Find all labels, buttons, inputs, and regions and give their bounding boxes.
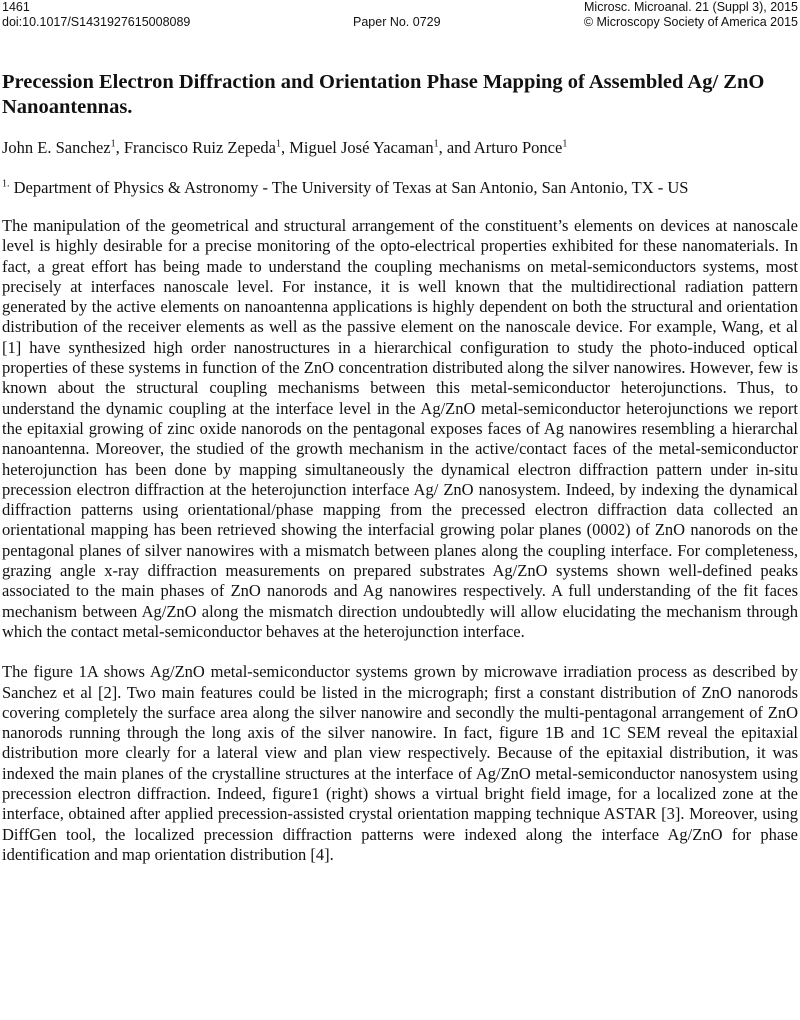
author-separator: , and [438, 138, 474, 157]
author-affiliation-mark: 1 [433, 138, 439, 150]
author-separator: , [115, 138, 124, 157]
copyright: © Microscopy Society of America 2015 [583, 15, 798, 29]
paper-number: Paper No. 0729 [353, 15, 441, 29]
affiliation-text: Department of Physics & Astronomy - The University of Texas at San Antonio, San Antonio, TX - US [9, 178, 689, 197]
author-affiliation-mark: 1 [110, 138, 116, 150]
author-separator: , [280, 138, 290, 157]
journal-citation: Microsc. Microanal. 21 (Suppl 3), 2015 [584, 0, 798, 14]
author-list [2, 138, 798, 158]
author-affiliation-mark: 1 [562, 138, 568, 150]
body-paragraph: The manipulation of the geometrical and structural arrangement of the constituent’s elements on devices at nanoscale level is highly desirable for a precise monitoring of the opto-electrical properties exhibited for these nanomaterials. In fact, a great effort has being made to understand the coupling mechanisms on metal-semiconductors systems, most precisely at interfaces nanoscale level. For instance, it is well known that the multidirectional radiation pattern generated by the active elements on nanoantenna applications is highly dependent on both the structural and orientation distribution of the receiver elements as well as the passive element on the nanoscale device. For example, Wang, et al [1] have synthesized high order nanostructures in a hierarchical configuration to study the photo-induced optical properties of these systems in function of the ZnO concentration distributed along the silver nanowires. However, few is known about the structural coupling mechanisms between this metal-semiconductor heterojunctions. Thus, to understand the dynamic coupling at the interface level in the Ag/ZnO metal-semiconductor heterojunctions we report the epitaxial growing of zinc oxide nanorods on the pentagonal exposes faces of Ag nanowires resembling a hierarchal nanoantenna. Moreover, the studied of the growth mechanism in the active/contact faces of the metal-semiconductor heterojunction has been done by mapping simultaneously the dynamical electron diffraction pattern under in-situ precession electron diffraction at the heterojunction interface Ag/ ZnO nanosystem. Indeed, by indexing the dynamical diffraction patterns using orientational/phase mapping from the precessed electron diffraction data collected an orientational mapping has been retrieved showing the interfacial growing polar planes (0002) of ZnO nanorods on the pentagonal planes of silver nanowires with a mismatch between planes along the coupling interface. For completeness, grazing angle x-ray diffraction measurements on prepared substrates Ag/ZnO systems shown well-defined peaks associated to the main phases of ZnO nanorods and Ag nanowires respectively. A full understanding of the fit faces mechanism between Ag/ZnO along the mismatch direction undoubtedly will allow elucidating the mechanism through which the contact metal-semiconductor behaves at the heterojunction interface. [2, 216, 798, 641]
page-number: 1461 [2, 0, 30, 14]
paper-title: Precession Electron Diffraction and Orientation Phase Mapping of Assembled Ag/ ZnO Nanoantennas. [2, 71, 765, 118]
author-name: Francisco Ruiz Zepeda [123, 138, 276, 157]
article-body [2, 70, 798, 865]
affiliation-mark: 1. [2, 178, 10, 190]
author-name: Arturo Ponce [473, 138, 563, 157]
author-name: John E. Sanchez [2, 138, 111, 157]
author-affiliation-mark: 1 [275, 138, 281, 150]
affiliation [2, 178, 798, 198]
author-name: Miguel José Yacaman [289, 138, 434, 157]
body-paragraph: The figure 1A shows Ag/ZnO metal-semiconductor systems grown by microwave irradiation process as described by Sanchez et al [2]. Two main features could be listed in the micrograph; first a constant distribution of ZnO nanorods covering completely the surface area along the silver nanowire and secondly the multi-pentagonal arrangement of ZnO nanorods running through the long axis of the silver nanowire. In fact, figure 1B and 1C SEM reveal the epitaxial distribution more clearly for a lateral view and plan view respectively. Because of the epitaxial distribution, it was indexed the main planes of the crystalline structures at the interface of Ag/ZnO metal-semiconductor nanosystem using precession electron diffraction. Indeed, figure1 (right) shows a virtual bright field image, for a localized zone at the interface, obtained after applied precession-assisted crystal orientation mapping technique ASTAR [3]. Moreover, using DiffGen tool, the localized precession diffraction patterns were indexed along the interface Ag/ZnO for phase identification and map orientation distribution [4]. [2, 662, 798, 864]
doi[interactable]: doi:10.1017/S1431927615008089 [2, 15, 191, 29]
